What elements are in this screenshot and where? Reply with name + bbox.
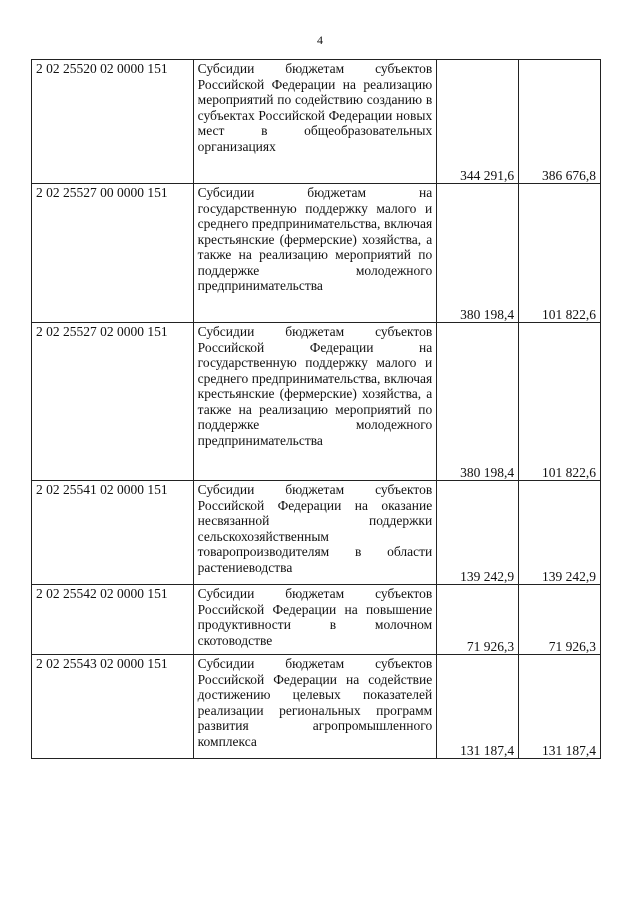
budget-code: 2 02 25527 02 0000 151: [32, 323, 194, 481]
revenue-description: Субсидии бюджетам субъектов Российской Федерации на оказание несвязанной поддержки сельскохозяйственным товаропроизводителям в области растениеводства: [193, 481, 437, 585]
table-row: [32, 585, 601, 655]
table-row: [32, 655, 601, 759]
budget-code: 2 02 25520 02 0000 151: [32, 60, 194, 184]
table-row: [32, 323, 601, 481]
amount-year-2: 386 676,8: [519, 60, 601, 184]
budget-revenue-table: [31, 59, 601, 759]
revenue-description: Субсидии бюджетам субъектов Российской Федерации на повышение продуктивности в молочном скотоводстве: [193, 585, 437, 655]
amount-year-2: 131 187,4: [519, 655, 601, 759]
table-row: [32, 184, 601, 323]
amount-year-1: 131 187,4: [437, 655, 519, 759]
amount-year-2: 101 822,6: [519, 184, 601, 323]
amount-year-1: 344 291,6: [437, 60, 519, 184]
budget-code: 2 02 25541 02 0000 151: [32, 481, 194, 585]
revenue-description: Субсидии бюджетам субъектов Российской Федерации на содействие достижению целевых показателей реализации региональных программ развития агропромышленного комплекса: [193, 655, 437, 759]
amount-year-2: 71 926,3: [519, 585, 601, 655]
budget-code: 2 02 25543 02 0000 151: [32, 655, 194, 759]
amount-year-1: 139 242,9: [437, 481, 519, 585]
amount-year-2: 101 822,6: [519, 323, 601, 481]
revenue-description: Субсидии бюджетам субъектов Российской Федерации на государственную поддержку малого и среднего предпринимательства, включая крестьянские (фермерские) хозяйства, а также на реализацию мероприятий по поддержке молодежного предпринимательства: [193, 323, 437, 481]
page-number: 4: [317, 33, 323, 47]
amount-year-1: 380 198,4: [437, 323, 519, 481]
revenue-description: Субсидии бюджетам субъектов Российской Федерации на реализацию мероприятий по содействию созданию в субъектах Российской Федерации новых мест в общеобразовательных организациях: [193, 60, 437, 184]
table-row: [32, 60, 601, 184]
budget-code: 2 02 25527 00 0000 151: [32, 184, 194, 323]
amount-year-2: 139 242,9: [519, 481, 601, 585]
amount-year-1: 71 926,3: [437, 585, 519, 655]
revenue-description: Субсидии бюджетам на государственную поддержку малого и среднего предпринимательства, включая крестьянские (фермерские) хозяйства, а также на реализацию мероприятий по поддержке молодежного предпринимательства: [193, 184, 437, 323]
table-row: [32, 481, 601, 585]
budget-code: 2 02 25542 02 0000 151: [32, 585, 194, 655]
amount-year-1: 380 198,4: [437, 184, 519, 323]
